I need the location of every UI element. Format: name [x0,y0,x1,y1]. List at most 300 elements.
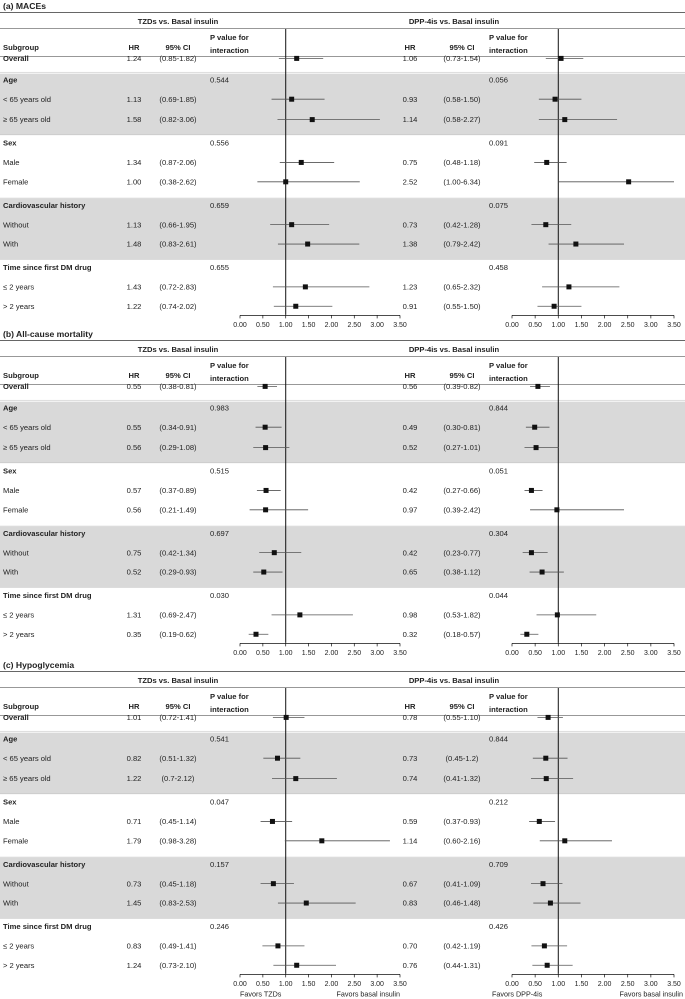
p-value: 0.983 [210,403,230,413]
hr-point [532,425,537,430]
ci-value: (0.66-1.95) [159,220,197,230]
x-tick-label: 3.50 [667,321,681,329]
hr-value: 1.58 [126,115,142,125]
hr-value: 1.24 [126,54,142,63]
hr-value: 0.83 [402,898,418,908]
x-tick-label: 3.50 [393,649,407,657]
x-tick-label: 0.00 [505,980,519,988]
x-tick-label: 0.50 [528,649,542,657]
x-tick-label: 2.50 [347,980,362,988]
hr-point [540,570,545,575]
p-value: 0.659 [210,200,230,210]
ci-value: (0.29-0.93) [159,567,197,577]
hr-value: 1.31 [126,610,142,620]
hr-value: 0.73 [126,879,142,889]
group-label: Time since first DM drug [3,922,92,932]
hr-point [548,901,553,906]
hr-value: 1.14 [402,836,418,846]
ci-value: (0.41-1.09) [443,879,481,889]
hr-point [562,117,567,122]
hr-value: 0.49 [402,422,418,432]
x-tick-label: 2.50 [620,980,635,988]
x-tick-label: 2.50 [620,649,635,657]
col-header-ci: 95% CI [449,371,475,380]
hr-value: 1.43 [126,282,142,292]
p-value: 0.044 [489,591,509,601]
row-label: Overall [3,382,29,391]
x-tick-label: 0.50 [528,321,542,329]
row-label: > 2 years [3,960,35,970]
hr-point [284,715,289,720]
hr-value: 1.22 [126,301,142,311]
p-value: 0.047 [210,797,230,807]
row-label: < 65 years old [3,422,51,432]
x-tick-label: 3.00 [370,649,384,657]
ci-value: (0.55-1.10) [443,713,481,722]
row-label: Without [3,548,29,558]
group-label: Age [3,75,18,85]
col-header-p-2: interaction [489,46,528,55]
col-header-hr: HR [404,702,416,711]
p-value: 0.246 [210,922,230,932]
ci-value: (0.73-1.54) [443,54,481,63]
ci-value: (0.72-2.83) [159,282,197,292]
hr-point [554,507,559,512]
row-label: < 65 years old [3,94,51,104]
ci-value: (0.37-0.89) [159,486,197,496]
hr-value: 0.70 [402,941,418,951]
ci-value: (0.45-1.14) [159,817,197,827]
ci-value: (0.29-1.08) [159,443,197,453]
x-tick-label: 1.00 [278,649,293,657]
x-tick-label: 0.50 [256,321,270,329]
x-tick-label: 1.50 [301,649,316,657]
comparison-title: DPP-4is vs. Basal insulin [408,345,500,354]
hr-point [541,881,546,886]
x-tick-label: 3.50 [393,980,407,988]
p-value: 0.075 [489,200,509,210]
row-label: Female [3,177,29,187]
ci-value: (0.49-1.41) [159,941,197,951]
x-tick-label: 2.00 [324,321,339,329]
hr-value: 0.52 [126,567,142,577]
group-label: Cardiovascular history [3,859,86,869]
ci-value: (0.69-1.85) [159,94,197,104]
row-label: Male [3,158,20,168]
group-label: Sex [3,466,17,476]
hr-point [289,222,294,227]
x-tick-label: 1.50 [574,980,589,988]
row-label: With [3,567,19,577]
hr-value: 0.74 [402,774,418,784]
x-tick-label: 1.00 [551,649,566,657]
x-tick-label: 0.00 [505,649,519,657]
p-value: 0.458 [489,263,509,273]
comparison-title: DPP-4is vs. Basal insulin [408,17,500,26]
p-value: 0.426 [489,922,509,932]
p-value: 0.030 [210,591,230,601]
favors-label-right: Favors basal insulin [619,989,683,999]
ci-value: (0.58-1.50) [443,94,481,104]
row-band [0,858,685,919]
hr-value: 0.76 [402,960,418,970]
hr-point [271,881,276,886]
hr-value: 0.57 [126,486,142,496]
ci-value: (0.82-3.06) [159,115,197,125]
panel-title: (a) MACEs [3,1,46,11]
col-header-subgroup: Subgroup [3,43,39,52]
x-tick-label: 2.50 [620,321,635,329]
hr-point [543,756,548,761]
favors-label-left: Favors DPP-4is [492,989,543,999]
col-header-p-2: interaction [489,374,528,383]
hr-point [254,632,259,637]
hr-value: 1.45 [126,898,142,908]
hr-point [263,384,268,389]
hr-point [537,819,542,824]
col-header-p: P value for [489,692,528,701]
hr-value: 0.98 [402,610,418,620]
ci-value: (0.53-1.82) [443,610,481,620]
ci-value: (0.98-3.28) [159,836,197,846]
p-value: 0.544 [210,75,230,85]
hr-value: 0.35 [126,629,142,639]
x-tick-label: 2.50 [347,321,362,329]
x-tick-label: 0.00 [233,649,247,657]
hr-point [566,284,571,289]
ci-value: (0.74-2.02) [159,301,197,311]
hr-point [555,612,560,617]
x-tick-label: 1.00 [551,980,566,988]
hr-value: 1.01 [126,713,142,722]
row-label: ≤ 2 years [3,282,35,292]
p-value: 0.541 [210,734,230,744]
hr-point [542,943,547,948]
hr-point [310,117,315,122]
col-header-ci: 95% CI [449,43,475,52]
hr-value: 0.56 [402,382,418,391]
col-header-p: P value for [489,33,528,42]
hr-point [543,222,548,227]
row-label: Male [3,486,20,496]
col-header-p-2: interaction [210,46,249,55]
ci-value: (0.87-2.06) [159,158,197,168]
hr-point [553,97,558,102]
hr-point [275,756,280,761]
row-label: > 2 years [3,629,35,639]
ci-value: (0.7-2.12) [161,774,195,784]
ci-value: (0.44-1.31) [443,960,481,970]
p-value: 0.056 [489,75,509,85]
ci-value: (0.37-0.93) [443,817,481,827]
hr-value: 0.59 [402,817,418,827]
row-band [0,199,685,260]
ci-value: (0.73-2.10) [159,960,197,970]
col-header-subgroup: Subgroup [3,371,39,380]
x-tick-label: 2.00 [324,649,339,657]
col-header-hr: HR [404,43,416,52]
ci-value: (0.39-0.82) [443,382,481,391]
hr-value: 0.65 [402,567,418,577]
col-header-ci: 95% CI [165,371,191,380]
x-tick-label: 3.00 [370,980,384,988]
x-tick-label: 0.00 [505,321,519,329]
hr-point [626,179,631,184]
hr-point [275,943,280,948]
ci-value: (0.48-1.18) [443,158,481,168]
hr-value: 0.67 [402,879,418,889]
row-band [0,402,685,463]
hr-value: 0.71 [126,817,142,827]
x-tick-label: 2.00 [597,980,612,988]
ci-value: (0.85-1.82) [159,54,197,63]
hr-point [529,488,534,493]
p-value: 0.157 [210,859,230,869]
group-label: Time since first DM drug [3,263,92,273]
hr-point [529,550,534,555]
hr-value: 1.00 [126,177,142,187]
ci-value: (0.46-1.48) [443,898,481,908]
row-label: Without [3,220,29,230]
x-tick-label: 3.50 [667,649,681,657]
hr-value: 1.38 [402,239,418,249]
ci-value: (0.65-2.32) [443,282,481,292]
x-tick-label: 0.00 [233,980,247,988]
hr-value: 0.97 [402,505,418,515]
hr-value: 0.55 [126,382,142,391]
p-value: 0.709 [489,859,509,869]
group-label: Cardiovascular history [3,200,86,210]
row-label: With [3,898,19,908]
row-label: ≤ 2 years [3,941,35,951]
col-header-ci: 95% CI [449,702,475,711]
row-band [0,733,685,794]
x-tick-label: 1.50 [574,321,589,329]
hr-value: 0.75 [402,158,418,168]
p-value: 0.212 [489,797,509,807]
col-header-ci: 95% CI [165,702,191,711]
x-tick-label: 2.00 [324,980,339,988]
row-label: > 2 years [3,301,35,311]
x-tick-label: 3.50 [393,321,407,329]
comparison-title: DPP-4is vs. Basal insulin [408,676,500,685]
col-header-hr: HR [128,371,140,380]
hr-value: 2.52 [402,177,418,187]
x-tick-label: 1.00 [278,980,293,988]
p-value: 0.556 [210,138,230,148]
col-header-p: P value for [210,33,249,42]
ci-value: (0.38-1.12) [443,567,481,577]
hr-value: 0.82 [126,753,142,763]
ci-value: (0.30-0.81) [443,422,481,432]
hr-point [552,304,557,309]
hr-value: 0.52 [402,443,418,453]
hr-point [534,445,539,450]
hr-value: 1.23 [402,282,418,292]
row-label: Without [3,879,29,889]
ci-value: (0.42-1.34) [159,548,197,558]
hr-point [263,445,268,450]
hr-value: 0.42 [402,548,418,558]
favors-label-left: Favors TZDs [240,989,282,999]
row-label: Overall [3,54,29,63]
hr-value: 1.48 [126,239,142,249]
p-value: 0.844 [489,403,509,413]
row-label: ≤ 2 years [3,610,35,620]
col-header-p: P value for [210,692,249,701]
hr-point [535,384,540,389]
hr-point [283,179,288,184]
hr-point [293,304,298,309]
hr-point [559,56,564,61]
x-tick-label: 2.00 [597,649,612,657]
hr-point [263,507,268,512]
ci-value: (0.41-1.32) [443,774,481,784]
ci-value: (0.34-0.91) [159,422,197,432]
comparison-title: TZDs vs. Basal insulin [137,345,219,354]
hr-point [305,242,310,247]
hr-point [263,425,268,430]
ci-value: (0.27-1.01) [443,443,481,453]
ci-value: (0.38-0.81) [159,382,197,391]
hr-value: 1.13 [126,220,142,230]
x-tick-label: 1.00 [551,321,566,329]
row-label: Overall [3,713,29,722]
ci-value: (0.45-1.2) [445,753,479,763]
ci-value: (0.83-2.61) [159,239,197,249]
x-tick-label: 3.50 [667,980,681,988]
hr-value: 0.75 [126,548,142,558]
group-label: Age [3,403,18,413]
col-header-hr: HR [128,43,140,52]
ci-value: (0.27-0.66) [443,486,481,496]
hr-value: 1.24 [126,960,142,970]
ci-value: (0.42-1.28) [443,220,481,230]
group-label: Sex [3,797,17,807]
ci-value: (0.55-1.50) [443,301,481,311]
col-header-subgroup: Subgroup [3,702,39,711]
ci-value: (0.42-1.19) [443,941,481,951]
hr-value: 1.22 [126,774,142,784]
hr-value: 0.56 [126,505,142,515]
hr-point [261,570,266,575]
row-label: Male [3,817,20,827]
ci-value: (0.18-0.57) [443,629,481,639]
x-tick-label: 1.50 [301,321,316,329]
favors-label-right: Favors basal insulin [336,989,400,999]
ci-value: (0.58-2.27) [443,115,481,125]
x-tick-label: 3.00 [644,649,658,657]
x-tick-label: 0.50 [256,649,270,657]
p-value: 0.844 [489,734,509,744]
hr-value: 1.34 [126,158,142,168]
p-value: 0.091 [489,138,509,148]
group-label: Age [3,734,18,744]
ci-value: (0.60-2.16) [443,836,481,846]
col-header-hr: HR [128,702,140,711]
col-header-p-2: interaction [210,705,249,714]
hr-point [294,56,299,61]
col-header-p-2: interaction [210,374,249,383]
hr-point [524,632,529,637]
row-label: ≥ 65 years old [3,443,51,453]
hr-point [562,838,567,843]
x-tick-label: 3.00 [644,980,658,988]
hr-point [272,550,277,555]
ci-value: (0.51-1.32) [159,753,197,763]
hr-value: 1.13 [126,94,142,104]
x-tick-label: 1.50 [301,980,316,988]
row-label: ≥ 65 years old [3,115,51,125]
hr-point [573,242,578,247]
hr-value: 1.79 [126,836,142,846]
ci-value: (0.69-2.47) [159,610,197,620]
row-band [0,74,685,135]
x-tick-label: 0.50 [528,980,542,988]
col-header-p-2: interaction [489,705,528,714]
hr-point [270,819,275,824]
ci-value: (0.38-2.62) [159,177,197,187]
hr-point [544,776,549,781]
x-tick-label: 1.00 [278,321,293,329]
hr-value: 0.42 [402,486,418,496]
hr-point [297,612,302,617]
x-tick-label: 0.00 [233,321,247,329]
hr-value: 1.06 [402,54,418,63]
x-tick-label: 3.00 [644,321,658,329]
ci-value: (0.72-1.41) [159,713,197,722]
p-value: 0.655 [210,263,230,273]
hr-point [293,776,298,781]
hr-point [299,160,304,165]
hr-value: 0.56 [126,443,142,453]
ci-value: (0.83-2.53) [159,898,197,908]
ci-value: (0.79-2.42) [443,239,481,249]
p-value: 0.304 [489,528,509,538]
hr-point [303,284,308,289]
hr-value: 0.55 [126,422,142,432]
comparison-title: TZDs vs. Basal insulin [137,676,219,685]
ci-value: (0.39-2.42) [443,505,481,515]
hr-value: 0.83 [126,941,142,951]
x-tick-label: 2.50 [347,649,362,657]
hr-point [289,97,294,102]
row-label: With [3,239,19,249]
hr-point [294,963,299,968]
row-label: Female [3,836,29,846]
col-header-ci: 95% CI [165,43,191,52]
row-label: < 65 years old [3,753,51,763]
ci-value: (0.21-1.49) [159,505,197,515]
group-label: Sex [3,138,17,148]
hr-point [264,488,269,493]
ci-value: (0.23-0.77) [443,548,481,558]
hr-point [319,838,324,843]
row-band [0,527,685,588]
hr-point [545,963,550,968]
hr-value: 0.78 [402,713,418,722]
ci-value: (1.00-6.34) [443,177,481,187]
hr-point [304,901,309,906]
p-value: 0.515 [210,466,230,476]
hr-point [544,160,549,165]
panel-title: (c) Hypoglycemia [3,660,75,670]
x-tick-label: 3.00 [370,321,384,329]
x-tick-label: 0.50 [256,980,270,988]
row-label: ≥ 65 years old [3,774,51,784]
row-label: Female [3,505,29,515]
hr-value: 0.73 [402,220,418,230]
